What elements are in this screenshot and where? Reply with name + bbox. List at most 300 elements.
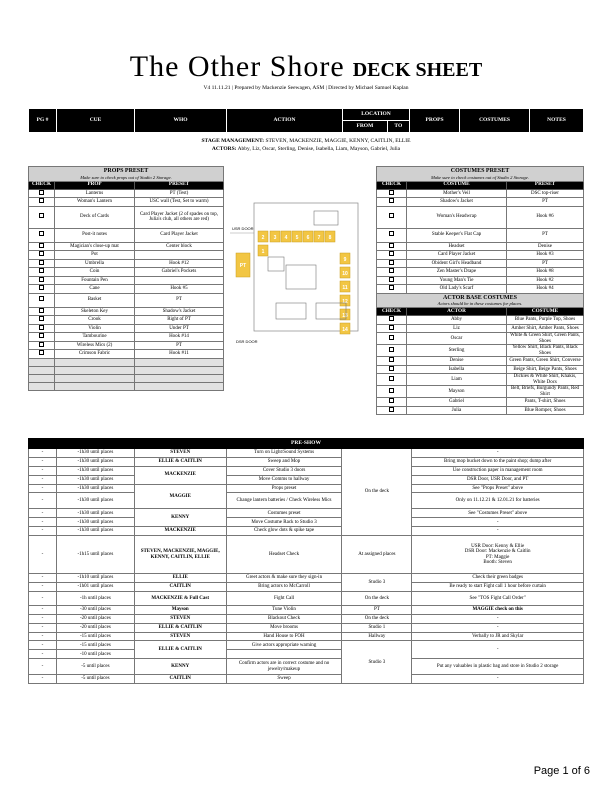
check-cell bbox=[377, 268, 407, 277]
door-assignment: PT: Maggie bbox=[485, 554, 510, 560]
prop-row bbox=[29, 228, 224, 242]
preshow-row bbox=[29, 591, 584, 605]
empty-row bbox=[29, 358, 224, 366]
preshow-row bbox=[29, 484, 584, 493]
check-cell bbox=[29, 324, 55, 333]
costume-name: Zen Master's Drape bbox=[407, 268, 507, 277]
checkbox[interactable] bbox=[39, 213, 44, 218]
prop-row bbox=[29, 189, 224, 198]
checkbox[interactable] bbox=[39, 243, 44, 248]
preshow-title: PRE-SHOW bbox=[29, 439, 584, 449]
costumes-preset-note: Make sure to check costumes out of Studio 2 Storage. bbox=[430, 174, 530, 180]
costume-row bbox=[377, 251, 584, 260]
actor-name: Oscar bbox=[407, 333, 507, 345]
prop-preset: Card Player Jacket bbox=[135, 228, 224, 242]
preshow-who: CAITLIN bbox=[134, 675, 226, 684]
actors-list: ACTORS: Abby, Liz, Oscar, Sterling, Denise, Isabella, Liam, Mayson, Gabriel, Julia bbox=[211, 145, 401, 152]
prop-row bbox=[29, 268, 224, 277]
preshow-pg: - bbox=[29, 574, 57, 583]
preshow-who: STEVEN, MACKENZIE, MAGGIE, KENNY, CAITLIN, ELLIE bbox=[134, 536, 226, 574]
preshow-pg: - bbox=[29, 650, 57, 659]
preshow-pg: - bbox=[29, 614, 57, 623]
costume-preset: DSC top-riser bbox=[507, 189, 584, 198]
preshow-note bbox=[412, 536, 584, 574]
checkbox[interactable] bbox=[389, 376, 394, 381]
preshow-pg: - bbox=[29, 659, 57, 675]
preshow-action: Move Costume Rack to Studio 3 bbox=[226, 518, 342, 527]
preshow-cue: -1h30 until places bbox=[56, 475, 134, 484]
preshow-pg: - bbox=[29, 484, 57, 493]
preshow-cue: -20 until places bbox=[56, 614, 134, 623]
preshow-row bbox=[29, 659, 584, 675]
preshow-pg: - bbox=[29, 527, 57, 536]
prop-row bbox=[29, 324, 224, 333]
preshow-cue: -1h30 until places bbox=[56, 449, 134, 458]
col-who: WHO bbox=[135, 109, 227, 133]
prop-name: Lanterns bbox=[55, 189, 135, 198]
platform-bottom-left bbox=[276, 303, 306, 319]
preshow-row bbox=[29, 449, 584, 458]
checkbox[interactable] bbox=[39, 285, 44, 290]
props-preset-table bbox=[28, 166, 224, 391]
preshow-who: CAITLIN bbox=[134, 583, 226, 592]
hook-number: 6 bbox=[306, 235, 310, 241]
preshow-cue: -1h15 until places bbox=[56, 536, 134, 574]
actor-row bbox=[377, 374, 584, 386]
checkbox[interactable] bbox=[389, 213, 394, 218]
check-cell bbox=[29, 259, 55, 268]
preshow-who: STEVEN bbox=[134, 614, 226, 623]
actor-base-note: Actors should be in these costumes for places. bbox=[437, 301, 523, 307]
prop-preset: PT bbox=[135, 341, 224, 350]
prop-preset: PT (Test) bbox=[135, 189, 224, 198]
costume-name: Card Player Jacket bbox=[407, 251, 507, 260]
preshow-who: ELLIE & CAITLIN bbox=[134, 457, 226, 466]
usr-door-label: USR DOOR bbox=[232, 226, 254, 231]
actor-row bbox=[377, 398, 584, 407]
preshow-cue: -1h30 until places bbox=[56, 493, 134, 509]
crew-info bbox=[28, 135, 584, 165]
preshow-note: Be ready to start Fight call 1 hour before curtain bbox=[412, 583, 584, 592]
preshow-action: Hand House to FOH bbox=[226, 632, 342, 641]
checkbox[interactable] bbox=[39, 231, 44, 236]
prop-name: Crook bbox=[55, 316, 135, 325]
preshow-action: Headset Check bbox=[226, 536, 342, 574]
prop-name: Magician's close-up mat bbox=[55, 242, 135, 251]
check-cell bbox=[377, 228, 407, 242]
preshow-pg: - bbox=[29, 632, 57, 641]
sheet-type: DECK SHEET bbox=[352, 59, 483, 81]
prop-row bbox=[29, 242, 224, 251]
preshow-pg: - bbox=[29, 536, 57, 574]
actor-name: Abby bbox=[407, 316, 507, 325]
prop-preset: Right of PT bbox=[135, 316, 224, 325]
actor-costume: Blue Romper, Shoes bbox=[507, 406, 584, 415]
door-assignment: Booth: Steven bbox=[483, 560, 512, 566]
prop-name: Coin bbox=[55, 268, 135, 277]
preshow-cue: -10 until places bbox=[56, 650, 134, 659]
props-col-prop: PROP bbox=[55, 181, 135, 189]
actor-row bbox=[377, 324, 584, 333]
check-cell bbox=[29, 333, 55, 342]
prop-name: Basket bbox=[55, 293, 135, 307]
actor-row bbox=[377, 333, 584, 345]
costume-preset: Hook #2 bbox=[507, 276, 584, 285]
prop-name: Crimson Fabric bbox=[55, 350, 135, 359]
hook-number: 14 bbox=[342, 327, 348, 333]
preshow-note: - bbox=[412, 614, 584, 623]
preshow-action: Confirm actors are in correct costume and no jewelry/makeup bbox=[226, 659, 342, 675]
preshow-note: - bbox=[412, 518, 584, 527]
checkbox[interactable] bbox=[389, 231, 394, 236]
preshow-who: Mayson bbox=[134, 605, 226, 614]
preshow-row bbox=[29, 574, 584, 583]
check-cell bbox=[377, 333, 407, 345]
prop-name: Pot bbox=[55, 251, 135, 260]
col-costumes: COSTUMES bbox=[460, 109, 530, 133]
checkbox[interactable] bbox=[39, 342, 44, 347]
costume-row bbox=[377, 228, 584, 242]
checkbox[interactable] bbox=[389, 268, 394, 273]
preshow-action: Cover Studio 3 doors bbox=[226, 466, 342, 475]
preshow-who: STEVEN bbox=[134, 632, 226, 641]
actor-row bbox=[377, 357, 584, 366]
show-title: The Other Shore bbox=[129, 50, 345, 83]
platform-top-right bbox=[314, 211, 338, 225]
preshow-row bbox=[29, 509, 584, 518]
checkbox[interactable] bbox=[389, 388, 394, 393]
costumes-col-preset: PRESET bbox=[507, 181, 584, 189]
preshow-row bbox=[29, 466, 584, 475]
preshow-action: Costumes preset bbox=[226, 509, 342, 518]
hook-number: 12 bbox=[342, 299, 348, 305]
hook-number: 11 bbox=[342, 285, 348, 291]
preshow-action: Turn on Light/Sound Systems bbox=[226, 449, 342, 458]
preshow-row bbox=[29, 583, 584, 592]
preshow-cue: -5 until places bbox=[56, 659, 134, 675]
prop-preset: Hook #11 bbox=[135, 350, 224, 359]
preshow-row bbox=[29, 614, 584, 623]
costume-row bbox=[377, 189, 584, 198]
costume-row bbox=[377, 276, 584, 285]
actor-row bbox=[377, 386, 584, 398]
costume-row bbox=[377, 198, 584, 207]
costume-preset: Hook #3 bbox=[507, 251, 584, 260]
check-cell bbox=[29, 228, 55, 242]
actor-costume: Yellow Shirt, Black Pants, Black Shoes bbox=[507, 345, 584, 357]
costume-preset: PT bbox=[507, 228, 584, 242]
check-cell bbox=[377, 276, 407, 285]
hook-number: 4 bbox=[284, 235, 288, 241]
actor-name: Gabriel bbox=[407, 398, 507, 407]
checkbox[interactable] bbox=[389, 316, 394, 321]
check-cell bbox=[377, 365, 407, 374]
col-cue: CUE bbox=[57, 109, 135, 133]
check-cell bbox=[377, 198, 407, 207]
costume-name: Mother's Veil bbox=[407, 189, 507, 198]
costume-row bbox=[377, 285, 584, 294]
costumes-col-check: CHECK bbox=[377, 181, 407, 189]
prop-row bbox=[29, 333, 224, 342]
checkbox[interactable] bbox=[39, 260, 44, 265]
checkbox[interactable] bbox=[39, 296, 44, 301]
actor-name: Mayson bbox=[407, 386, 507, 398]
actor-base-title: ACTOR BASE COSTUMES bbox=[443, 294, 517, 301]
costume-name: Woman's Headwrap bbox=[407, 206, 507, 228]
check-cell bbox=[377, 316, 407, 325]
preshow-row bbox=[29, 632, 584, 641]
check-cell bbox=[29, 189, 55, 198]
checkbox[interactable] bbox=[389, 366, 394, 371]
checkbox[interactable] bbox=[389, 190, 394, 195]
checkbox[interactable] bbox=[39, 190, 44, 195]
prop-preset: PT bbox=[135, 293, 224, 307]
actor-costume: White & Green Shirt, Green Pants, Shoes bbox=[507, 333, 584, 345]
actor-row bbox=[377, 345, 584, 357]
preshow-note: Put any valuables in plastic bag and store in Studio 2 storage bbox=[412, 659, 584, 675]
prop-preset: Gabriel's Pockets bbox=[135, 268, 224, 277]
checkbox[interactable] bbox=[39, 316, 44, 321]
prop-row bbox=[29, 307, 224, 316]
checkbox[interactable] bbox=[389, 251, 394, 256]
checkbox[interactable] bbox=[389, 335, 394, 340]
hook-number: 3 bbox=[273, 235, 277, 241]
checkbox[interactable] bbox=[39, 333, 44, 338]
checkbox[interactable] bbox=[389, 357, 394, 362]
preshow-action: Move brooms bbox=[226, 623, 342, 632]
col-notes: NOTES bbox=[530, 109, 584, 133]
preshow-cue: -1h30 until places bbox=[56, 509, 134, 518]
preshow-who: MAGGIE bbox=[134, 484, 226, 509]
preshow-location: Studio 3 bbox=[342, 641, 412, 684]
prop-name: Violin bbox=[55, 324, 135, 333]
preshow-cue: -1h30 until places bbox=[56, 457, 134, 466]
prop-preset: Hook #14 bbox=[135, 333, 224, 342]
preshow-action bbox=[226, 650, 342, 659]
check-cell bbox=[29, 316, 55, 325]
checkbox[interactable] bbox=[389, 243, 394, 248]
empty-row bbox=[29, 374, 224, 382]
col-pg: PG # bbox=[29, 109, 57, 133]
preshow-pg: - bbox=[29, 449, 57, 458]
preshow-note: Bring mop bucket down to the paint shop; dump after bbox=[412, 457, 584, 466]
check-cell bbox=[29, 242, 55, 251]
prop-preset: Hook #5 bbox=[135, 285, 224, 294]
costume-preset: PT bbox=[507, 259, 584, 268]
costume-row bbox=[377, 206, 584, 228]
check-cell bbox=[377, 324, 407, 333]
col-action: ACTION bbox=[227, 109, 343, 133]
preshow-row bbox=[29, 518, 584, 527]
prop-preset: USC wall (Test, Set to warm) bbox=[135, 198, 224, 207]
check-cell bbox=[29, 276, 55, 285]
preshow-cue: -1h30 until places bbox=[56, 484, 134, 493]
preshow-location: Studio 1 bbox=[342, 623, 412, 632]
costume-row bbox=[377, 242, 584, 251]
costume-preset: Hook #6 bbox=[507, 206, 584, 228]
preshow-action: Fight Call bbox=[226, 591, 342, 605]
checkbox[interactable] bbox=[39, 308, 44, 313]
preshow-who: ELLIE bbox=[134, 574, 226, 583]
preshow-note: See "Props Preset" above bbox=[412, 484, 584, 493]
hook-number: 9 bbox=[343, 257, 347, 263]
preshow-pg: - bbox=[29, 675, 57, 684]
preshow-cue: -20 until places bbox=[56, 623, 134, 632]
props-col-check: CHECK bbox=[29, 181, 55, 189]
stage-map bbox=[230, 193, 370, 348]
preshow-pg: - bbox=[29, 509, 57, 518]
door-assignment: DSR Door: Mackenzie & Caitlin bbox=[464, 549, 531, 555]
preshow-action: Sweep bbox=[226, 675, 342, 684]
hook-number: 5 bbox=[295, 235, 299, 241]
check-cell bbox=[377, 242, 407, 251]
checkbox[interactable] bbox=[39, 251, 44, 256]
check-cell bbox=[377, 345, 407, 357]
preshow-note: MAGGIE check on this bbox=[412, 605, 584, 614]
hook-number: 2 bbox=[261, 235, 265, 241]
hook-number: 13 bbox=[342, 313, 348, 319]
page-number: Page 1 of 6 bbox=[533, 765, 590, 777]
preshow-note: Verbally to JR and Skylar bbox=[412, 632, 584, 641]
checkbox[interactable] bbox=[389, 260, 394, 265]
preshow-cue: -1h until places bbox=[56, 591, 134, 605]
preshow-pg: - bbox=[29, 623, 57, 632]
preshow-note: - bbox=[412, 641, 584, 659]
preshow-table bbox=[28, 438, 584, 684]
subtitle: V4 11.11.21 | Prepared by Mackenzie Seewagen, ASM | Directed by Michael Samuel Kaplan bbox=[203, 85, 409, 91]
prop-name: Wireless Mics (2) bbox=[55, 341, 135, 350]
checkbox[interactable] bbox=[389, 277, 394, 282]
checkbox[interactable] bbox=[39, 325, 44, 330]
checkbox[interactable] bbox=[39, 198, 44, 203]
preshow-location: On the deck bbox=[342, 449, 412, 536]
pt-label: PT bbox=[239, 263, 247, 269]
costumes-preset-title: COSTUMES PRESET bbox=[450, 168, 510, 174]
costume-name: Headset bbox=[407, 242, 507, 251]
actor-col-check: CHECK bbox=[377, 308, 407, 316]
preshow-who: MACKENZIE bbox=[134, 527, 226, 536]
costume-name: Young Man's Tie bbox=[407, 276, 507, 285]
col-to: TO bbox=[387, 121, 409, 133]
prop-row bbox=[29, 341, 224, 350]
prop-preset: Under PT bbox=[135, 324, 224, 333]
preshow-row bbox=[29, 605, 584, 614]
prop-name: Skeleton Key bbox=[55, 307, 135, 316]
empty-row bbox=[29, 366, 224, 374]
actor-name: Isabella bbox=[407, 365, 507, 374]
check-cell bbox=[29, 285, 55, 294]
prop-row bbox=[29, 285, 224, 294]
checkbox[interactable] bbox=[389, 407, 394, 412]
platform-left bbox=[268, 257, 284, 271]
preshow-note: See "TOS Fight Call Order" bbox=[412, 591, 584, 605]
prop-row bbox=[29, 259, 224, 268]
preshow-note: Only on 11.12.21 & 12.01.21 for batteries bbox=[412, 493, 584, 509]
prop-preset: Hook #12 bbox=[135, 259, 224, 268]
actor-costume: Blue Pants, Purple Top, Shoes bbox=[507, 316, 584, 325]
preshow-pg: - bbox=[29, 457, 57, 466]
preshow-cue: -1h30 until places bbox=[56, 518, 134, 527]
preshow-row bbox=[29, 675, 584, 684]
hook-number: 10 bbox=[342, 271, 348, 277]
actor-row bbox=[377, 406, 584, 415]
check-cell bbox=[377, 189, 407, 198]
check-cell bbox=[29, 307, 55, 316]
check-cell bbox=[377, 398, 407, 407]
preshow-who: MACKENZIE bbox=[134, 466, 226, 484]
check-cell bbox=[377, 386, 407, 398]
checkbox[interactable] bbox=[389, 398, 394, 403]
actor-costume: Pants, T-shirt, Shoes bbox=[507, 398, 584, 407]
prop-row bbox=[29, 206, 224, 228]
preshow-cue: -1h10 until places bbox=[56, 574, 134, 583]
check-cell bbox=[29, 268, 55, 277]
checkbox[interactable] bbox=[39, 268, 44, 273]
checkbox[interactable] bbox=[39, 350, 44, 355]
props-preset-note: Make sure to check props out of Studio 2 Storage. bbox=[80, 174, 172, 180]
check-cell bbox=[29, 293, 55, 307]
preshow-action: Bring actors to McCarroll bbox=[226, 583, 342, 592]
prop-row bbox=[29, 316, 224, 325]
preshow-row bbox=[29, 623, 584, 632]
preshow-cue: -30 until places bbox=[56, 605, 134, 614]
actor-costume: Amber Shirt, Amber Pants, Shoes bbox=[507, 324, 584, 333]
checkbox[interactable] bbox=[389, 347, 394, 352]
costume-preset: Denise bbox=[507, 242, 584, 251]
check-cell bbox=[377, 206, 407, 228]
checkbox[interactable] bbox=[389, 325, 394, 330]
preshow-action: Change lantern batteries / Check Wireless Mics bbox=[226, 493, 342, 509]
props-preset-title: PROPS PRESET bbox=[103, 168, 149, 174]
checkbox[interactable] bbox=[39, 277, 44, 282]
preshow-row bbox=[29, 527, 584, 536]
prop-preset bbox=[135, 276, 224, 285]
checkbox[interactable] bbox=[389, 198, 394, 203]
costume-name: Obident Girl's Headband bbox=[407, 259, 507, 268]
center-block bbox=[286, 265, 316, 289]
prop-name: Cane bbox=[55, 285, 135, 294]
prop-name: Fountain Pen bbox=[55, 276, 135, 285]
preshow-cue: -1h01 until places bbox=[56, 583, 134, 592]
preshow-pg: - bbox=[29, 493, 57, 509]
check-cell bbox=[29, 251, 55, 260]
props-col-preset: PRESET bbox=[135, 181, 224, 189]
prop-name: Woman's Lantern bbox=[55, 198, 135, 207]
preshow-action: Move Comms to hallway bbox=[226, 475, 342, 484]
prop-preset: Center block bbox=[135, 242, 224, 251]
preshow-location: Hallway bbox=[342, 632, 412, 641]
prop-row bbox=[29, 251, 224, 260]
preshow-cue: -15 until places bbox=[56, 632, 134, 641]
preshow-row bbox=[29, 493, 584, 509]
check-cell bbox=[29, 198, 55, 207]
preshow-action: Blackout Check bbox=[226, 614, 342, 623]
preshow-note: DSR Door, USR Door, and PT bbox=[412, 475, 584, 484]
dsr-door-label: DSR DOOR bbox=[236, 339, 258, 344]
check-cell bbox=[29, 350, 55, 359]
check-cell bbox=[377, 374, 407, 386]
stage-management: STAGE MANAGEMENT: STEVEN, MACKENZIE, MAGGIE, KENNY, CAITLIN, ELLIE bbox=[201, 138, 411, 144]
preshow-note: - bbox=[412, 527, 584, 536]
prop-preset: Shadow's Jacket bbox=[135, 307, 224, 316]
document-title bbox=[0, 50, 612, 84]
preshow-cue: -15 until places bbox=[56, 641, 134, 650]
actor-name: Liam bbox=[407, 374, 507, 386]
actor-name: Denise bbox=[407, 357, 507, 366]
checkbox[interactable] bbox=[389, 285, 394, 290]
prop-row bbox=[29, 293, 224, 307]
col-props: PROPS bbox=[410, 109, 460, 133]
